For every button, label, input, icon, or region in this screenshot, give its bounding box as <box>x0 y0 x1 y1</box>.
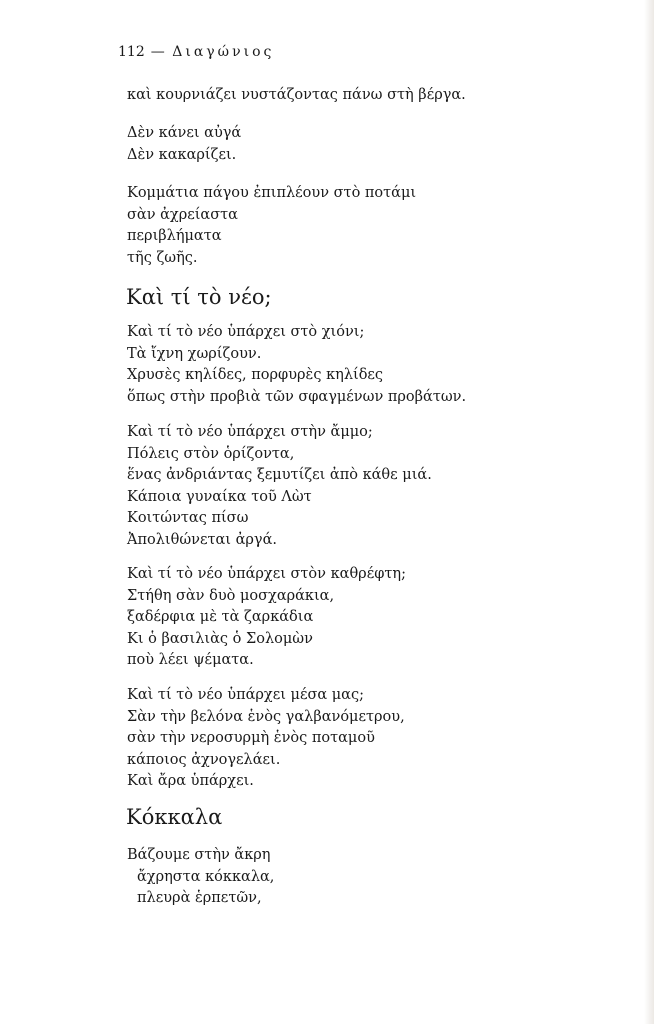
verse-line: καὶ κουρνιάζει νυστάζοντας πάνω στὴ βέργα. <box>127 87 466 103</box>
header-dash: — <box>150 44 167 60</box>
verse-line: ἄχρηστα κόκκαλα, <box>137 868 275 885</box>
verse-line: περιβλήματα <box>127 228 222 244</box>
running-header <box>118 44 274 60</box>
stanza-7 <box>127 685 405 793</box>
verse-line: Καὶ τί τὸ νέο ὑπάρχει στὸ χιόνι; <box>127 324 365 340</box>
verse-line: ποὺ λέει ψέματα. <box>127 652 254 668</box>
verse-line: Βάζουμε στὴν ἄκρη <box>127 847 271 863</box>
stanza-2 <box>127 123 241 166</box>
verse-line: ὅπως στὴν προβιὰ τῶν σφαγμένων προβάτων. <box>127 388 467 405</box>
verse-line: Χρυσὲς κηλίδες, πορφυρὲς κηλίδες <box>127 367 384 383</box>
page-edge-shadow <box>644 0 654 1024</box>
stanza-3 <box>127 183 416 269</box>
running-title: Διαγώνιος <box>172 44 275 60</box>
page-number: 112 <box>118 44 145 60</box>
verse-line: Τὰ ἴχνη χωρίζουν. <box>127 345 262 362</box>
verse-line: Κοιτώντας πίσω <box>127 510 249 526</box>
verse-line: ξαδέρφια μὲ τὰ ζαρκάδια <box>127 609 314 625</box>
stanza-4 <box>127 322 466 408</box>
verse-line: σὰν ἀχρείαστα <box>127 206 238 223</box>
verse-line: Κομμάτια πάγου ἐπιπλέουν στὸ ποτάμι <box>127 185 417 201</box>
verse-line: πλευρὰ ἑρπετῶν, <box>137 890 262 906</box>
stanza-5 <box>127 422 432 551</box>
verse-line: ἕνας ἀνδριάντας ξεμυτίζει ἀπὸ κάθε μιά. <box>127 467 432 483</box>
verse-line: Ἀπολιθώνεται ἀργά. <box>127 531 277 548</box>
verse-line: Πόλεις στὸν ὁρίζοντα, <box>127 445 295 462</box>
verse-line: Καὶ τί τὸ νέο ὑπάρχει στὴν ἄμμο; <box>127 424 373 440</box>
stanza-8 <box>127 845 274 910</box>
verse-line: Κι ὁ βασιλιὰς ὁ Σολομὼν <box>127 630 313 647</box>
section-heading: Καὶ τί τὸ νέο; <box>126 285 272 309</box>
verse-line: Καὶ τί τὸ νέο ὑπάρχει μέσα μας; <box>127 687 364 703</box>
section-heading: Κόκκαλα <box>126 805 223 829</box>
stanza-1 <box>127 85 466 107</box>
verse-line: τῆς ζωῆς. <box>127 249 198 266</box>
verse-line: Καὶ τί τὸ νέο ὑπάρχει στὸν καθρέφτη; <box>127 566 406 582</box>
verse-line: κάποιος ἀχνογελάει. <box>127 751 281 768</box>
verse-line: σὰν τὴν νεροσυρμὴ ἑνὸς ποταμοῦ <box>127 730 375 746</box>
verse-line: Καὶ ἄρα ὑπάρχει. <box>127 773 254 789</box>
verse-line: Στήθη σὰν δυὸ μοσχαράκια, <box>127 587 335 604</box>
verse-line: Δὲν κακαρίζει. <box>127 146 237 163</box>
verse-line: Κάποια γυναίκα τοῦ Λὼτ <box>127 488 312 505</box>
verse-line: Δὲν κάνει αὐγά <box>127 125 242 141</box>
verse-line: Σὰν τὴν βελόνα ἑνὸς γαλβανόμετρου, <box>127 708 405 725</box>
stanza-6 <box>127 564 406 672</box>
